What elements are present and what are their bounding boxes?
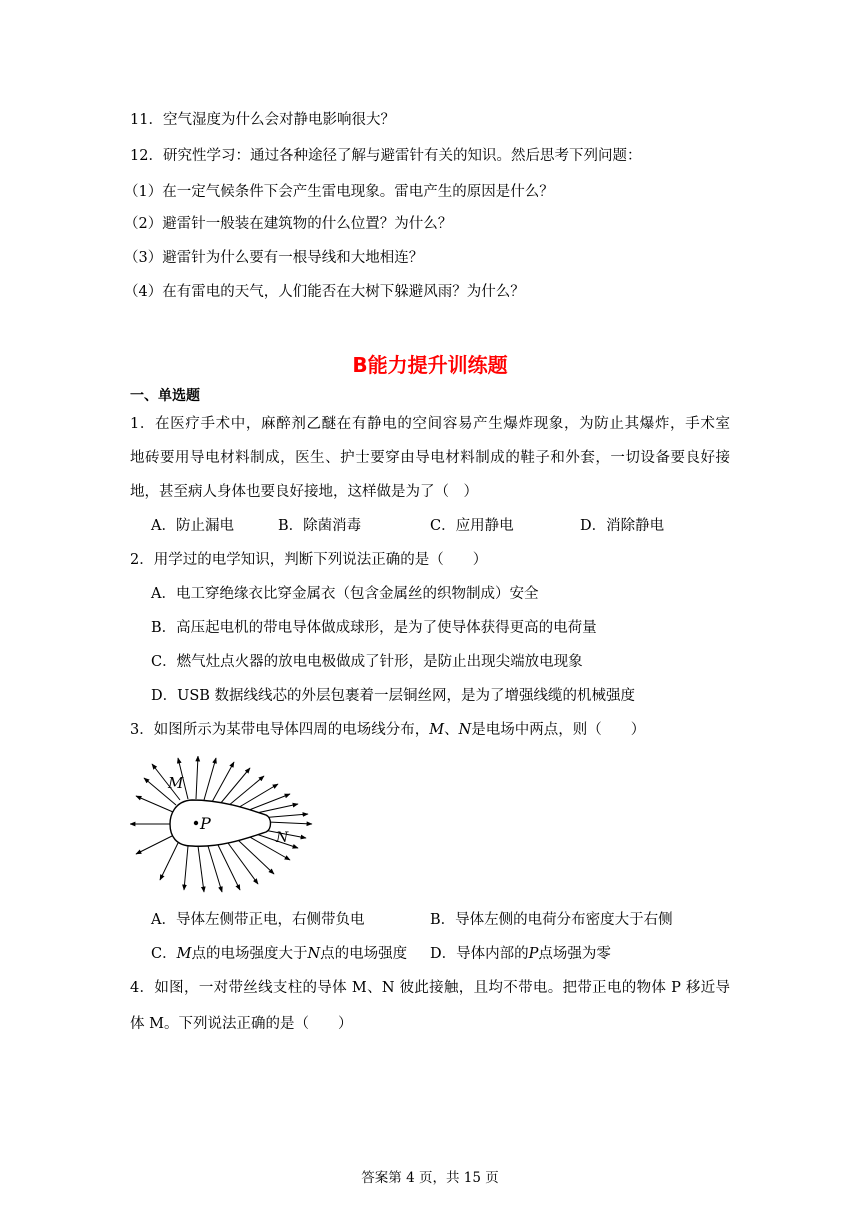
question-12: 12．研究性学习：通过各种途径了解与避雷针有关的知识。然后思考下列问题： bbox=[130, 148, 642, 164]
field-line bbox=[160, 843, 178, 880]
field-line bbox=[244, 794, 290, 812]
q1-option-c: C．应用静电 bbox=[430, 518, 514, 534]
field-line bbox=[136, 836, 172, 854]
field-line bbox=[198, 846, 204, 892]
question-12-sub-3: （3）避雷针为什么要有一根导线和大地相连？ bbox=[124, 250, 424, 266]
q3-option-b: B．导体左侧的电荷分布密度大于右侧 bbox=[430, 912, 673, 928]
question-2: 2．用学过的电学知识，判断下列说法正确的是（ ） bbox=[130, 552, 488, 568]
q1-option-b: B．除菌消毒 bbox=[278, 518, 362, 534]
question-4-line-1: 4．如图，一对带丝线支柱的导体 M、N 彼此接触，且均不带电。把带正电的物体 P 移近导 bbox=[130, 980, 730, 996]
q2-option-c: C．燃气灶点火器的放电电极做成了针形，是防止出现尖端放电现象 bbox=[151, 654, 583, 670]
q1-option-d: D．消除静电 bbox=[580, 518, 665, 534]
field-line bbox=[204, 758, 216, 800]
label-m: M bbox=[168, 774, 184, 792]
page-footer: 答案第 4 页，共 15 页 bbox=[361, 1170, 499, 1186]
q3-option-d: D．导体内部的P点场强为零 bbox=[430, 946, 611, 962]
field-line bbox=[268, 822, 312, 824]
label-n: N bbox=[276, 830, 289, 846]
field-line bbox=[220, 768, 250, 804]
question-12-sub-1: （1）在一定气候条件下会产生雷电现象。雷电产生的原因是什么？ bbox=[124, 184, 554, 200]
field-line bbox=[218, 845, 240, 890]
section-title: B能力提升训练题 bbox=[352, 353, 508, 377]
question-1-line-3: 地，甚至病人身体也要良好接地，这样做是为了（ ） bbox=[130, 484, 478, 500]
label-p: P bbox=[200, 814, 211, 833]
field-line bbox=[238, 840, 274, 874]
electric-field-figure bbox=[130, 756, 320, 894]
point-p-dot bbox=[194, 821, 198, 825]
question-1-line-2: 地砖要用导电材料制成，医生、护士要穿由导电材料制成的鞋子和外套，一切设备要良好接 bbox=[130, 450, 730, 466]
question-3: 3．如图所示为某带电导体四周的电场线分布，M、N是电场中两点，则（ ） bbox=[130, 722, 646, 738]
q3-option-a: A．导体左侧带正电，右侧带负电 bbox=[151, 912, 365, 928]
question-11: 11．空气湿度为什么会对静电影响很大？ bbox=[130, 112, 395, 128]
field-line bbox=[212, 762, 234, 802]
conductor-shape bbox=[170, 800, 271, 846]
field-line bbox=[208, 846, 222, 892]
q2-option-a: A．电工穿绝缘衣比穿金属衣（包含金属丝的织物制成）安全 bbox=[151, 586, 539, 602]
q2-option-d: D．USB 数据线线芯的外层包裹着一层铜丝网，是为了增强线缆的机械强度 bbox=[151, 688, 636, 704]
q1-option-a: A．防止漏电 bbox=[151, 518, 234, 534]
q3-option-c: C．M点的电场强度大于N点的电场强度 bbox=[151, 946, 408, 962]
question-12-sub-2: （2）避雷针一般装在建筑物的什么位置？为什么？ bbox=[124, 216, 453, 232]
field-line bbox=[196, 756, 198, 799]
field-line bbox=[228, 843, 258, 884]
question-12-sub-4: （4）在有雷电的天气，人们能否在大树下躲避风雨？为什么？ bbox=[124, 284, 525, 300]
question-4-line-2: 体 M。下列说法正确的是（ ） bbox=[130, 1016, 353, 1032]
field-line bbox=[228, 776, 264, 806]
field-line bbox=[184, 846, 188, 890]
question-1-line-1: 1．在医疗手术中，麻醉剂乙醚在有静电的空间容易产生爆炸现象，为防止其爆炸，手术室 bbox=[130, 416, 730, 432]
field-line bbox=[236, 784, 278, 809]
q2-option-b: B．高压起电机的带电导体做成球形，是为了使导体获得更高的电荷量 bbox=[151, 620, 597, 636]
section-heading: 一、单选题 bbox=[130, 388, 200, 404]
